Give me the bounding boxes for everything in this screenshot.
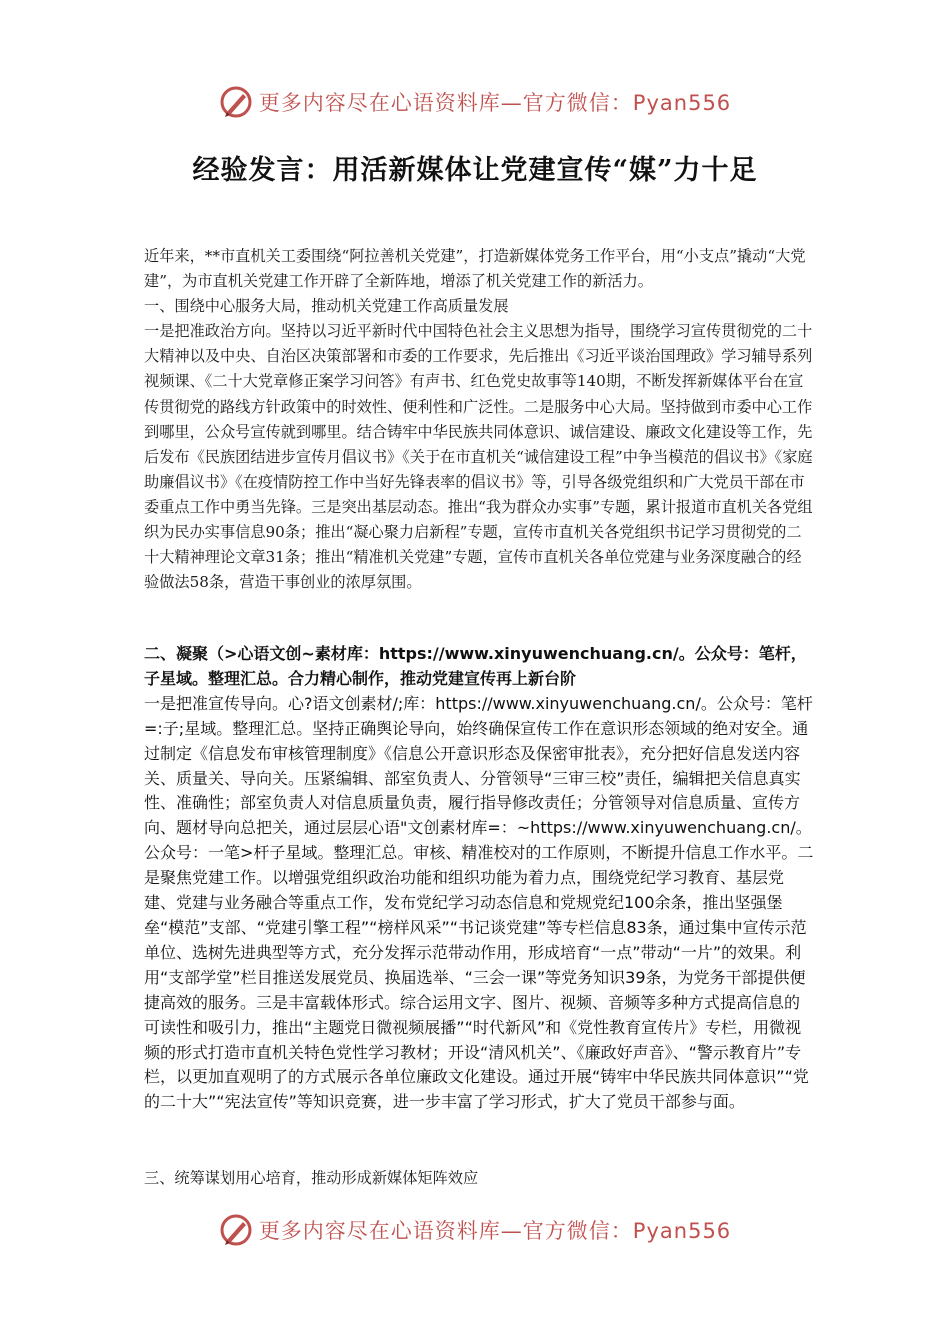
- section-2-heading: 二、凝聚（>心语文创~素材库：https://www.xinyuwenchuang.cn/。公众号：笔杆，子星域。整理汇总。合力精心制作，推动党建宣传再上新台阶: [144, 644, 807, 688]
- pen-circle-logo-icon: [219, 1213, 253, 1247]
- section-1: [144, 244, 814, 595]
- intro-paragraph: 近年来，**市直机关工委围绕“阿拉善机关党建”，打造新媒体党务工作平台，用“小支点”撬动“大党建”，为市直机关党建工作开辟了全新阵地，增添了机关党建工作的新活力。: [144, 247, 806, 291]
- pen-circle-logo-icon: [219, 85, 253, 119]
- header-banner: [0, 82, 950, 122]
- section-2: [144, 642, 814, 1115]
- footer-banner: [0, 1210, 950, 1250]
- section-3-heading: 三、统筹谋划用心培育，推动形成新媒体矩阵效应: [144, 1169, 479, 1187]
- banner-text: 更多内容尽在心语资料库—官方微信：Pyan556: [258, 91, 732, 115]
- section-1-heading: 一、围绕中心服务大局，推动机关党建工作高质量发展: [144, 297, 509, 316]
- banner-text: 更多内容尽在心语资料库—官方微信：Pyan556: [258, 1219, 732, 1243]
- section-1-paragraph: 一是把准政治方向。坚持以习近平新时代中国特色社会主义思想为指导，围绕学习宣传贯彻党的二十大精神以及中央、自治区决策部署和市委的工作要求，先后推出《习近平谈治国理政》学习辅导系列视频课、《二十大党章修正案学习问答》有声书、红色党史故事等140期，不断发挥新媒体平台在宣传贯彻党的路线方针政策中的时效性、便利性和广泛性。二是服务中心大局。坚持做到市委中心工作到哪里，公众号宣传就到哪里。结合铸牢中华民族共同体意识、诚信建设、廉政文化建设等工作，先后发布《民族团结进步宣传月倡议书》《关于在市直机关“诚信建设工程”中争当模范的倡议书》《家庭助廉倡议书》《在疫情防控工作中当好先锋表率的倡议书》等，引导各级党组织和广大党员干部在市委重点工作中勇当先锋。三是突出基层动态。推出“我为群众办实事”专题，累计报道市直机关各党组织为民办实事信息90条；推出“凝心聚力启新程”专题，宣传市直机关各党组织书记学习贯彻党的二十大精神理论文章31条；推出“精准机关党建”专题，宣传市直机关各单位党建与业务深度融合的经验做法58条，营造干事创业的浓厚氛围。: [144, 322, 813, 592]
- document-title: 经验发言：用活新媒体让党建宣传“媒”力十足: [192, 155, 758, 186]
- section-2-paragraph: 一是把准宣传导向。心?语文创素材/;库：https://www.xinyuwenchuang.cn/。公众号：笔杆=:子;星域。整理汇总。坚持正确舆论导向，始终确保宣传工作在意识形态领域的绝对安全。通过制定《信息发布审核管理制度》《信息公开意识形态及保密审批表》，充分把好信息发送内容关、质量关、导向关。压紧编辑、部室负责人、分管领导“三审三校”责任，编辑把关信息真实性、准确性；部室负责人对信息质量负责，履行指导修改责任；分管领导对信息质量、宣传方向、题材导向总把关，通过层层心语"文创素材库=：~https://www.xinyuwenchuang.cn/。公众号：一笔>杆子星域。整理汇总。审核、精准校对的工作原则，不断提升信息工作水平。二是聚焦党建工作。以增强党组织政治功能和组织功能为着力点，围绕党纪学习教育、基层党建、党建与业务融合等重点工作，发布党纪学习动态信息和党规党纪100余条，推出坚强堡垒“模范”支部、“党建引擎工程”“榜样风采”“书记谈党建”等专栏信息83条，通过集中宣传示范单位、选树先进典型等方式，充分发挥示范带动作用，形成培育“一点”带动“一片”的效果。利用“支部学堂”栏目推送发展党员、换届选举、“三会一课”等党务知识39条，为党务干部提供便捷高效的服务。三是丰富载体形式。综合运用文字、图片、视频、音频等多种方式提高信息的可读性和吸引力，推出“主题党日微视频展播”“时代新风”和《党性教育宣传片》专栏，用微视频的形式打造市直机关特色党性学习教材；开设“清风机关”、《廉政好声音》、“警示教育片”专栏，以更加直观明了的方式展示各单位廉政文化建设。通过开展“铸牢中华民族共同体意识”“党的二十大”“宪法宣传”等知识竞赛，进一步丰富了学习形式，扩大了党员干部参与面。: [144, 693, 814, 1112]
- section-3: [144, 1166, 814, 1191]
